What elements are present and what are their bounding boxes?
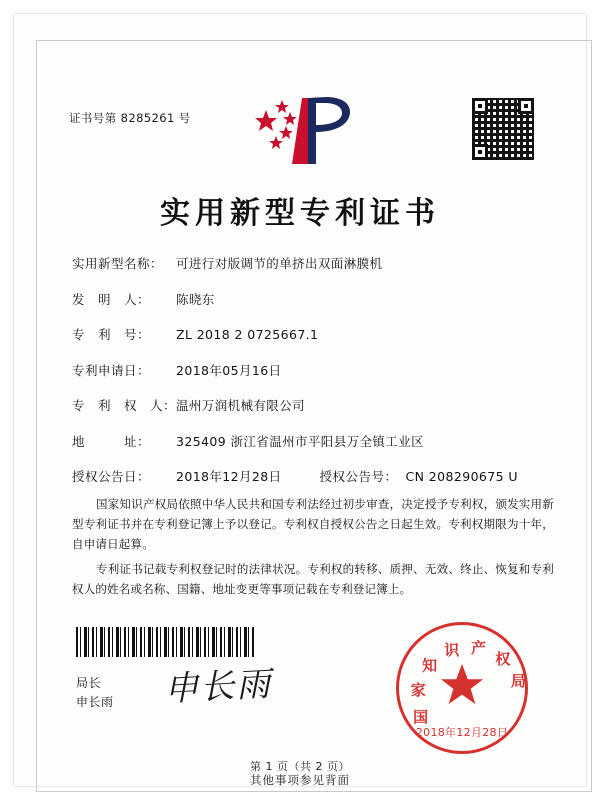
field-value: 温州万润机械有限公司 <box>176 398 306 413</box>
field-value: 325409 浙江省温州市平阳县万全镇工业区 <box>176 433 424 449</box>
field-value: 可进行对版调节的单挤出双面淋膜机 <box>176 256 383 271</box>
paragraph-text: 国家知识产权局依照中华人民共和国专利法经过初步审查，决定授予专利权，颁发实用新型专利证书并在专利登记簿上予以登记。专利权自授权公告之日起生效。专利权期限为十年，自申请日起算。 <box>72 497 554 551</box>
field-value: 2018年05月16日 <box>176 362 282 378</box>
seal-text-ring: 国 家 知 识 产 权 局 <box>410 638 526 726</box>
field-label: 实用新型名称： <box>72 256 164 271</box>
field-value: 陈晓东 <box>176 291 215 307</box>
barcode <box>76 627 254 657</box>
field-label: 专 利 权 人： <box>72 398 177 413</box>
signature-title: 局长 <box>76 676 102 690</box>
signature-label <box>76 674 114 712</box>
field-label-secondary: 授权公告号： <box>319 469 398 484</box>
body-paragraph-1 <box>72 494 554 554</box>
paper-sheet <box>14 14 586 786</box>
field-label: 专 利 号： <box>72 327 151 342</box>
field-row-announcement <box>72 467 552 485</box>
handwritten-signature: 申长雨 <box>163 664 274 710</box>
fields-block <box>72 254 552 503</box>
signature-name: 申长雨 <box>76 695 114 709</box>
seal-star-icon <box>439 662 485 708</box>
field-row <box>72 290 552 308</box>
paragraph-text: 专利证书记载专利权登记时的法律状况。专利权的转移、质押、无效、终止、恢复和专利权人的姓名或名称、国籍、地址变更等事项记载在专利登记簿上。 <box>72 562 554 596</box>
page-title: 实用新型专利证书 <box>160 196 440 231</box>
field-value-secondary: CN 208290675 U <box>405 469 518 484</box>
field-row <box>72 254 552 272</box>
field-row <box>72 396 552 414</box>
field-label: 地 址： <box>72 433 151 449</box>
field-value: 2018年12月28日 <box>176 469 282 484</box>
footer-note: 其他事项参见背面 <box>250 773 350 787</box>
field-label: 授权公告日： <box>72 469 151 484</box>
page-number: 第 1 页（共 2 页） <box>250 760 350 773</box>
field-row <box>72 432 552 450</box>
field-row <box>72 325 552 343</box>
field-label: 专利申请日： <box>72 362 151 378</box>
field-value: ZL 2018 2 0725667.1 <box>176 327 319 342</box>
field-label: 发 明 人： <box>72 291 151 307</box>
official-seal <box>396 622 528 754</box>
body-paragraph-2 <box>72 559 554 599</box>
seal-date: 2018年12月28日 <box>415 726 509 739</box>
field-row <box>72 361 552 379</box>
qr-code <box>472 98 534 160</box>
patent-office-emblem-icon <box>246 92 366 170</box>
certificate-number: 证书号第 8285261 号 <box>69 111 191 125</box>
